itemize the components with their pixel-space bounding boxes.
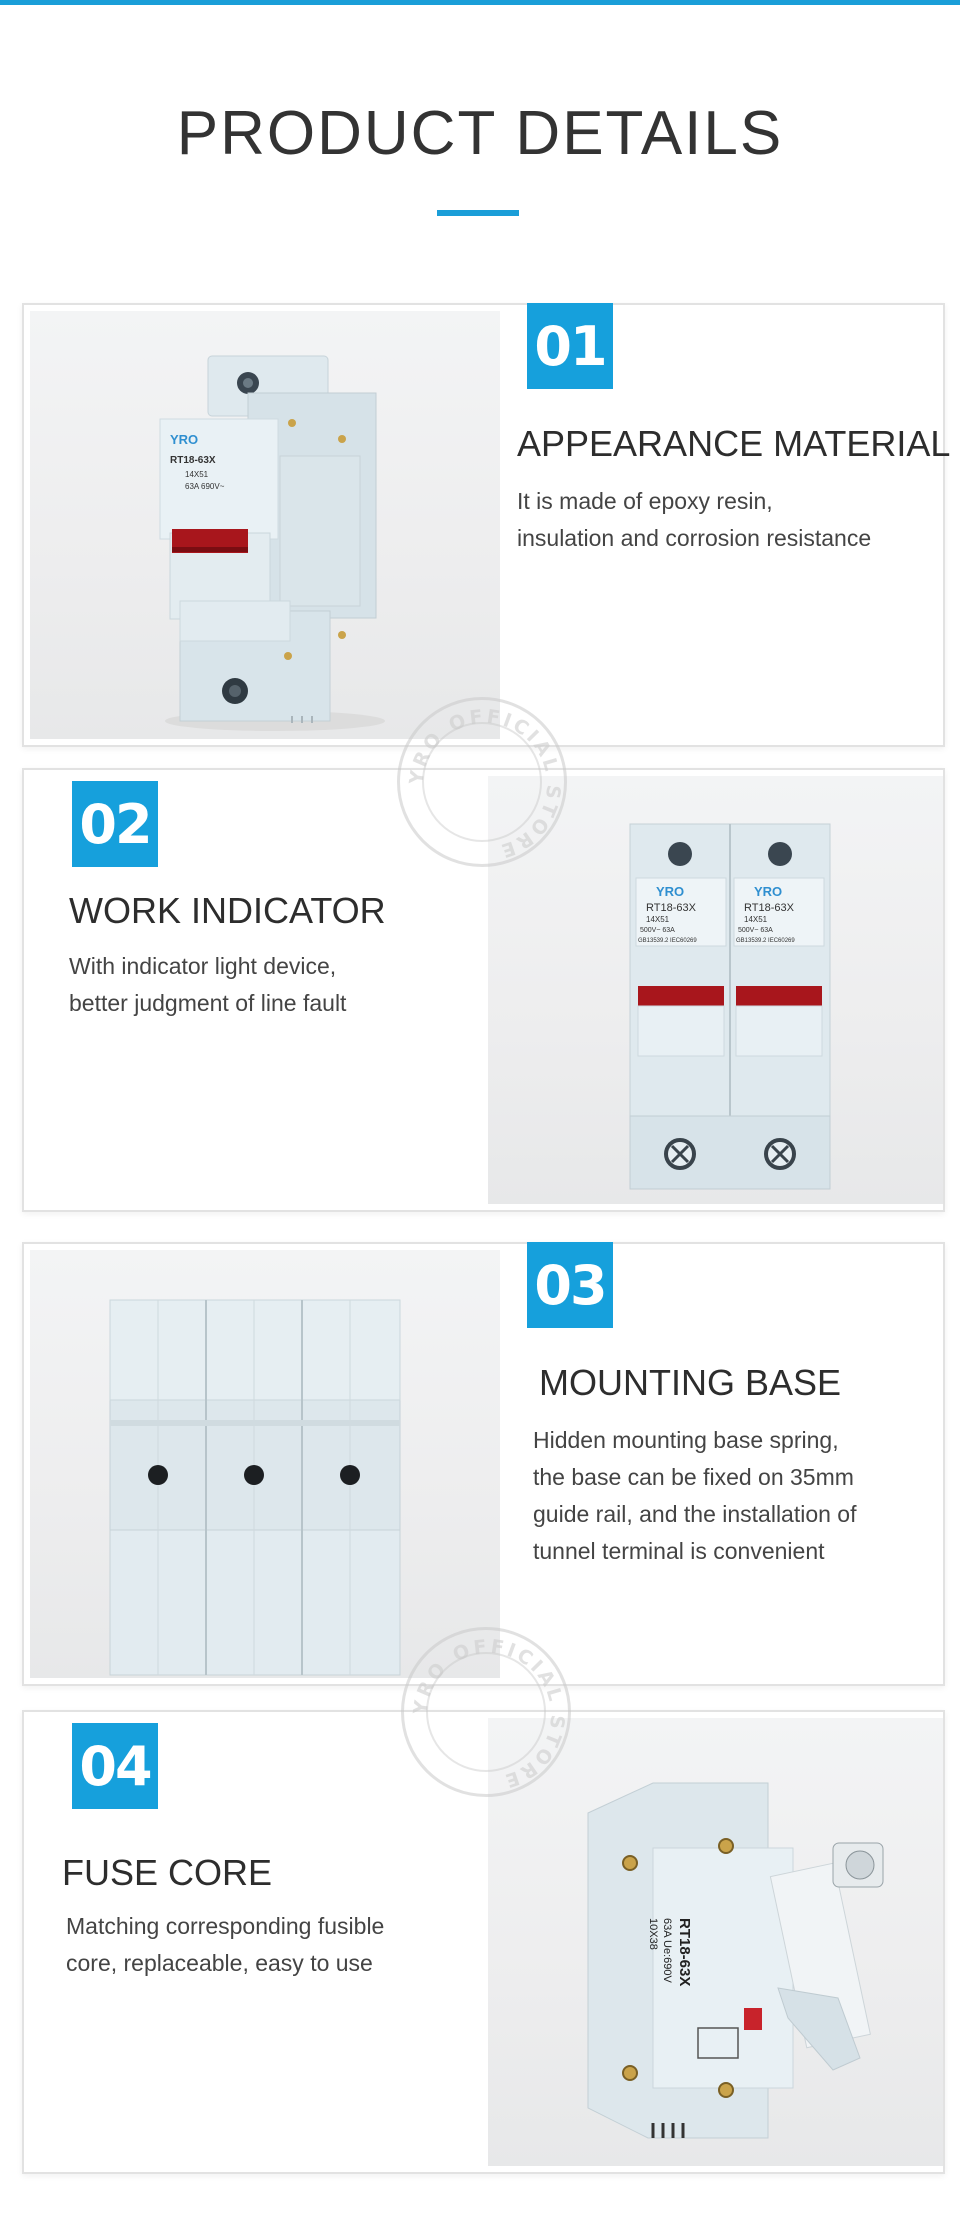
watermark-stamp-graphic [404, 1630, 574, 1800]
product-standard-label: GB13539.2 IEC60269 [736, 938, 795, 944]
description-line: insulation and corrosion resistance [517, 525, 872, 551]
watermark-stamp-graphic [400, 700, 570, 870]
product-size-label: 10X38 [647, 1918, 659, 1950]
product-model-label: RT18-63X [170, 455, 216, 466]
product-standard-label: GB13539.2 IEC60269 [638, 938, 697, 944]
section-heading: WORK INDICATOR [69, 890, 386, 931]
section-description [69, 948, 346, 1022]
product-brand-label: YRO [754, 884, 783, 899]
description-line: core, replaceable, easy to use [66, 1950, 373, 1976]
watermark-stamp [401, 1627, 571, 1797]
section-description [517, 483, 871, 557]
product-rating-label: 500V~ 63A [738, 927, 773, 934]
section-heading: MOUNTING BASE [539, 1362, 842, 1403]
feature-card-mounting [22, 1242, 945, 1686]
section-heading: APPEARANCE MATERIAL [517, 423, 951, 464]
description-line: It is made of epoxy resin, [517, 488, 773, 514]
product-brand-label: YRO [170, 432, 199, 447]
section-description [533, 1422, 857, 1570]
product-photo-mounting-base [30, 1250, 500, 1678]
description-line: With indicator light device, [69, 953, 337, 979]
product-model-label: RT18-63X [676, 1918, 693, 1987]
section-number-badge: 02 [72, 781, 158, 867]
section-number-badge: 03 [527, 1242, 613, 1328]
product-rating-label: 63A Ue:690V [661, 1918, 673, 1983]
product-photo-single-fuse-holder [30, 311, 500, 739]
title-underline [437, 210, 519, 216]
description-line: guide rail, and the installation of [533, 1501, 857, 1527]
feature-card-appearance [22, 303, 951, 747]
svg-text:YRO OFFICIAL STORE [409, 1636, 568, 1793]
product-model-label: RT18-63X [646, 902, 696, 914]
product-rating-label: 500V~ 63A [640, 927, 675, 934]
watermark-text: YRO OFFICIAL STORE [405, 705, 565, 863]
product-size-label: 14X51 [185, 470, 209, 479]
product-rating-label: 63A 690V~ [185, 482, 225, 491]
product-size-label: 14X51 [744, 915, 768, 924]
svg-text:YRO OFFICIAL STORE [405, 706, 564, 863]
section-number-badge: 04 [72, 1723, 158, 1809]
watermark-stamp [397, 697, 567, 867]
product-model-label: RT18-63X [744, 902, 794, 914]
section-heading: FUSE CORE [62, 1852, 273, 1893]
mounting-base-illustration [30, 1250, 500, 1678]
product-size-label: 14X51 [646, 915, 670, 924]
single-fuse-holder-illustration [30, 311, 500, 739]
page-title: PRODUCT DETAILS [176, 99, 784, 168]
description-line: Hidden mounting base spring, [533, 1427, 839, 1453]
description-line: Matching corresponding fusible [66, 1913, 385, 1939]
description-line: tunnel terminal is convenient [533, 1538, 825, 1564]
top-accent-bar [0, 0, 960, 5]
description-line: the base can be fixed on 35mm [533, 1464, 854, 1490]
product-brand-label: YRO [656, 884, 685, 899]
description-line: better judgment of line fault [69, 990, 347, 1016]
section-description [66, 1908, 384, 1982]
section-number-badge: 01 [527, 303, 613, 389]
watermark-text: YRO OFFICIAL STORE [409, 1635, 569, 1793]
